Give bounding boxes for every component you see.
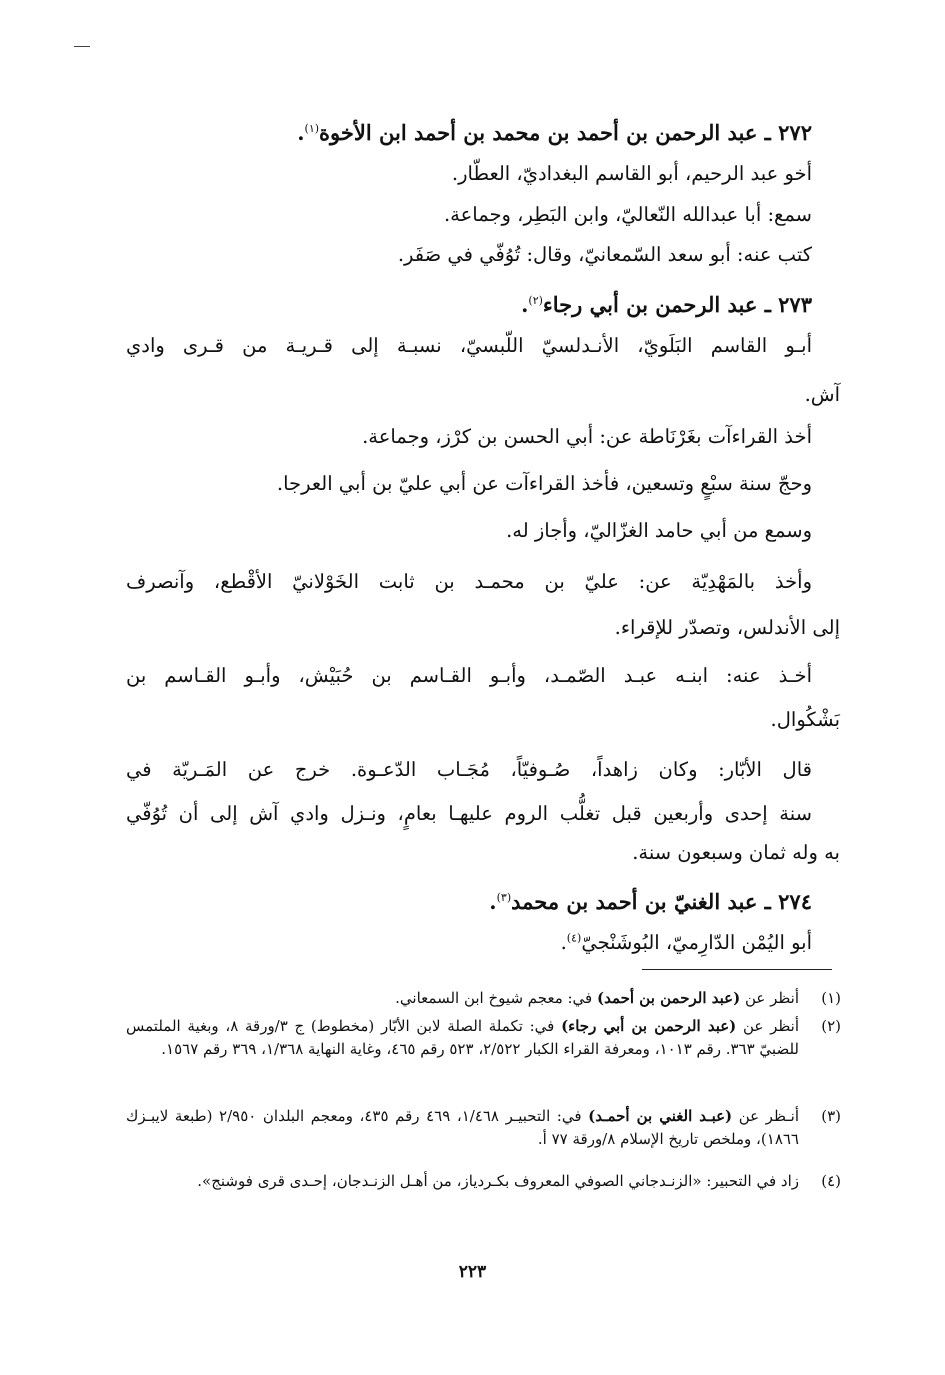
footnote-ref: (٢) — [528, 294, 543, 307]
entry-line: أخـذ عنه: ابنـه عبـد الصّمـد، وأبـو القـاسم بن حُبَيْش، وأبـو القـاسم بن — [126, 664, 812, 687]
entry-line: به وله ثمان وسبعون سنة. — [632, 841, 840, 864]
footnote-number: (٤) — [821, 1172, 841, 1190]
entry-line: وسمع من أبي حامد الغزّاليّ، وأجاز له. — [506, 519, 812, 542]
entry-heading: ٢٧٢ ـ عبد الرحمن بن أحمد بن محمد بن أحمد ابن الأخوة$^{(١)}$. — [297, 120, 812, 145]
entry-line: أخو عبد الرحيم، أبو القاسم البغداديّ، العطّار. — [451, 162, 812, 185]
footnote-ref: (٤) — [566, 931, 582, 945]
footnote-ref: (١) — [304, 122, 320, 135]
entry-line: أبو اليُمْن الدّارِميّ، البُوشَنْجيّ$^{(٤)}$. — [560, 931, 812, 954]
footnote-text: أنظر عن (عبد الرحمن بن أبي رجاء) في: تكملة الصلة لابن الأبّار (مخطوط) ج ٣/ورقة ٨، وبغية الملتمس للضبيّ ٣٦٣. رقم ١٠١٣، ومعرفة القراء الكبار ٢/٥٢٢، ٥٢٣ رقم ٤٦٥، وغاية النهاية ١/٣٦٨، ٣٦٩ رقم ١٥٦٧. — [126, 1017, 800, 1058]
footnote-number: (٢) — [821, 1017, 841, 1035]
entry-line: بَشْكُوال. — [770, 708, 840, 731]
entry-line: آش. — [804, 383, 840, 406]
entry-line: كتب عنه: أبو سعد السّمعانيّ، وقال: تُوُفّي في صَفَر. — [397, 243, 812, 266]
entry-line: أبـو القاسم البَلَويّ، الأنـدلسيّ اللّبسيّ، نسبـة إلى قـريـة من قـرى وادي — [126, 334, 812, 357]
entry-line: وأخذ بالمَهْدِيّة عن: عليّ بن محمـد بن ثابت الخَوْلانيّ الأقْطع، وآنصرف — [126, 570, 812, 593]
entry-heading: ٢٧٣ ـ عبد الرحمن بن أبي رجاء$^{(٢)}$. — [521, 292, 812, 317]
footnote — [126, 987, 841, 1010]
entry-line: قال الأبّار: وكان زاهداً، صُـوفيّاً، مُجَـاب الدّعـوة. خرج عن المَـريّة في — [126, 758, 812, 781]
footnote — [126, 1015, 841, 1061]
footnote-number: (١) — [821, 989, 841, 1007]
entry-line: إلى الأندلس، وتصدّر للإقراء. — [614, 616, 840, 639]
entry-line: وحجّ سنة سبْعٍ وتسعين، فأخذ القراءآت عن أبي عليّ بن أبي العرجا. — [276, 472, 812, 495]
footnote-text: أنـظر عن (عبـد الغني بن أحمـد) في: التحبيـر ١/٤٦٨، ٤٦٩ رقم ٤٣٥، ومعجم البلدان ٢/٩٥٠ (طبعة لايبـزك ١٨٦٦)، وملخص تاريخ الإسلام ٨/ورقة ٧٧ أ. — [126, 1107, 799, 1148]
scan-mark — [74, 46, 90, 47]
entry-line: أخذ القراءآت بغَرْنَاطة عن: أبي الحسن بن كرْز، وجماعة. — [362, 425, 812, 448]
page-number: ٢٢٣ — [458, 1262, 487, 1282]
entry-heading: ٢٧٤ ـ عبد الغنيّ بن أحمد بن محمد$^{(٣)}$. — [489, 889, 812, 914]
footnote-divider — [642, 969, 832, 970]
footnote-number: (٣) — [821, 1107, 841, 1125]
footnote — [126, 1170, 841, 1193]
footnote-text: زاد في التحبير: «الزنـدجاني الصوفي المعروف بكـردياز، من أهـل الزنـدجان، إحـدى قرى فوشنج». — [197, 1172, 799, 1190]
entry-line: سنة إحدى وأربعين قبل تغلُّب الروم عليهـا بعامٍ، ونـزل وادي آش إلى أن تُوُفّي — [126, 802, 812, 825]
entry-line: سمع: أبا عبدالله النّعاليّ، وابن البَطِر، وجماعة. — [443, 203, 812, 226]
footnote-text: أنظر عن (عبد الرحمن بن أحمد) في: معجم شيوخ ابن السمعاني. — [395, 989, 799, 1007]
footnote-ref: (٣) — [496, 891, 512, 904]
footnote — [126, 1105, 841, 1151]
